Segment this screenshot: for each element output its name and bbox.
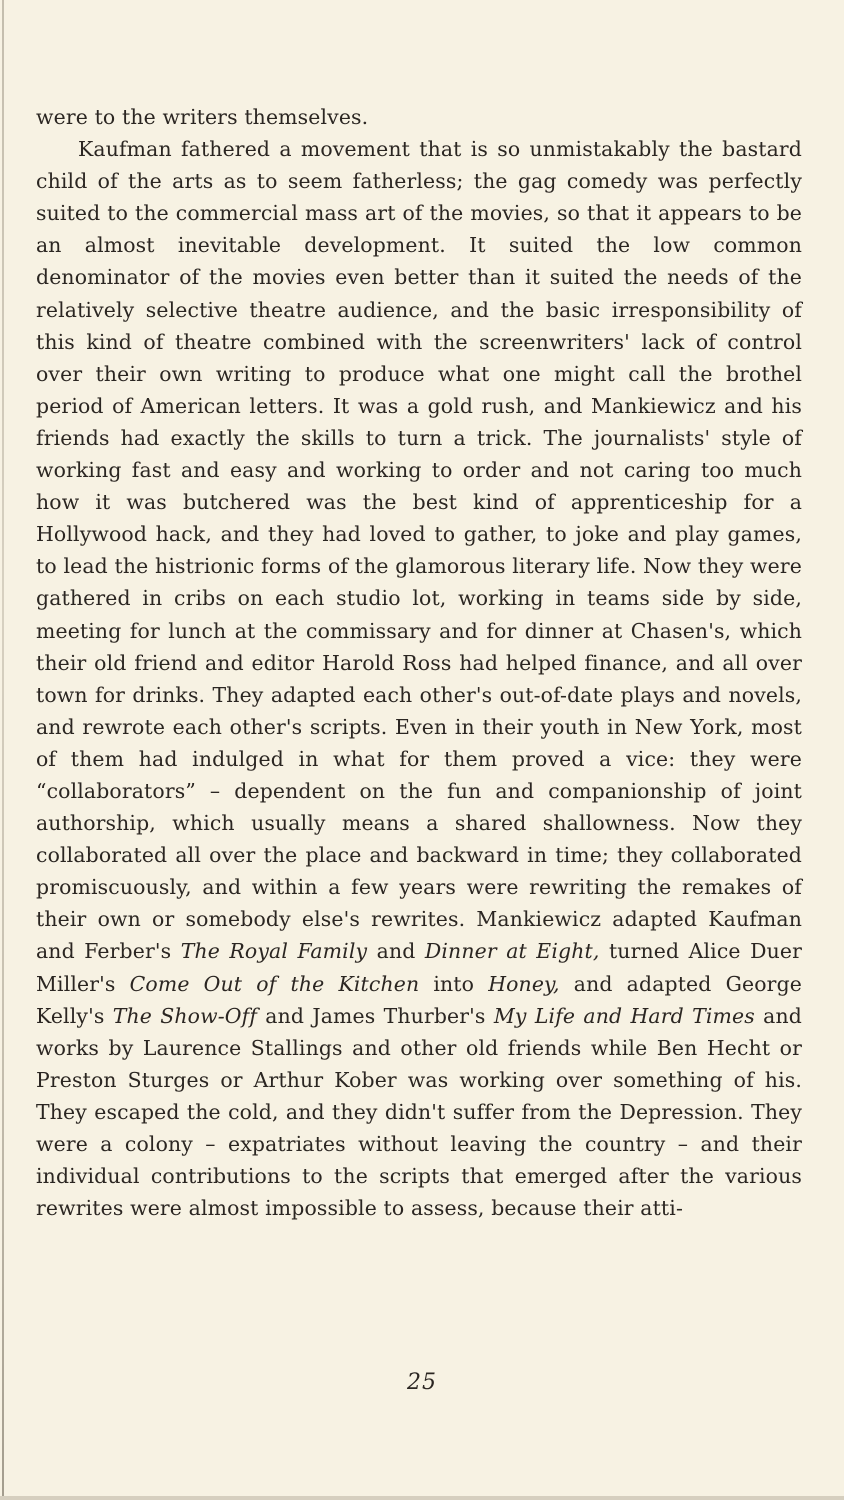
page-bottom-edge bbox=[0, 1496, 844, 1500]
text-run: and works by Laurence Stallings and other old friends while Ben Hecht or Preston Sturges or Arthur Kober was working over something of his. They escaped the cold, and they didn't suffer from the Depression. They were a colony – expatriates without leaving the country – and their individual contributions to the scripts that emerged after the various rewrites were almost impossible to assess, because their atti- bbox=[36, 1003, 802, 1221]
title-the-show-off: The Show-Off bbox=[112, 1003, 258, 1028]
title-the-royal-family: The Royal Family bbox=[180, 939, 368, 964]
text-run: and James Thurber's bbox=[257, 1003, 494, 1028]
text-run: and adapted George Kelly's bbox=[36, 971, 802, 1028]
page-number: 25 bbox=[407, 1370, 437, 1395]
paragraph-continuation: were to the writers themselves. bbox=[36, 105, 369, 129]
title-dinner-at-eight: Dinner at Eight, bbox=[424, 939, 600, 964]
paragraph-main bbox=[36, 133, 802, 1224]
title-come-out-of-the-kitchen: Come Out of the Kitchen bbox=[129, 971, 420, 996]
text-run: and bbox=[367, 939, 425, 964]
text-run: Kaufman fathered a movement that is so unmistakably the bastard child of the arts as to seem fatherless; the gag comedy was perfectly suited to the commercial mass art of the movies, so that it appears to be an almost inevitable development. It suited the low common denominator of the movies even better than it suited the needs of the relatively selective theatre audience, and the basic irresponsibility of this kind of theatre combined with the screenwriters' lack of control over their own writing to produce what one might call the brothel period of American letters. It was a gold rush, and Mankiewicz and his friends had exactly the skills to turn a trick. The journalists' style of working fast and easy and working to order and not caring too much how it was butchered was the best kind of apprenticeship for a Hollywood hack, and they had loved to gather, to joke and play games, to lead the histrionic forms of the glamorous literary life. Now they were gathered in cribs on each studio lot, working in teams side by side, meeting for lunch at the commissary and for dinner at Chasen's, which their old friend and editor Harold Ross had helped finance, and all over town for drinks. They adapted each other's out-of-date plays and novels, and rewrote each other's scripts. Even in their youth in New York, most of them had indulged in what for them proved a vice: they were “collaborators” – dependent on the fun and companionship of joint authorship, which usually means a shared shallowness. Now they collaborated all over the place and backward in time; they collaborated promiscuously, and within a few years were rewriting the remakes of their own or somebody else's rewrites. Mankiewicz adapted Kaufman and Ferber's bbox=[36, 137, 802, 964]
body-text bbox=[36, 101, 802, 1224]
text-run: into bbox=[419, 971, 489, 996]
binding-edge bbox=[2, 0, 4, 1500]
title-honey: Honey, bbox=[488, 971, 560, 996]
text-run: turned Alice Duer Miller's bbox=[36, 939, 802, 996]
title-my-life-and-hard-times: My Life and Hard Times bbox=[493, 1003, 755, 1028]
